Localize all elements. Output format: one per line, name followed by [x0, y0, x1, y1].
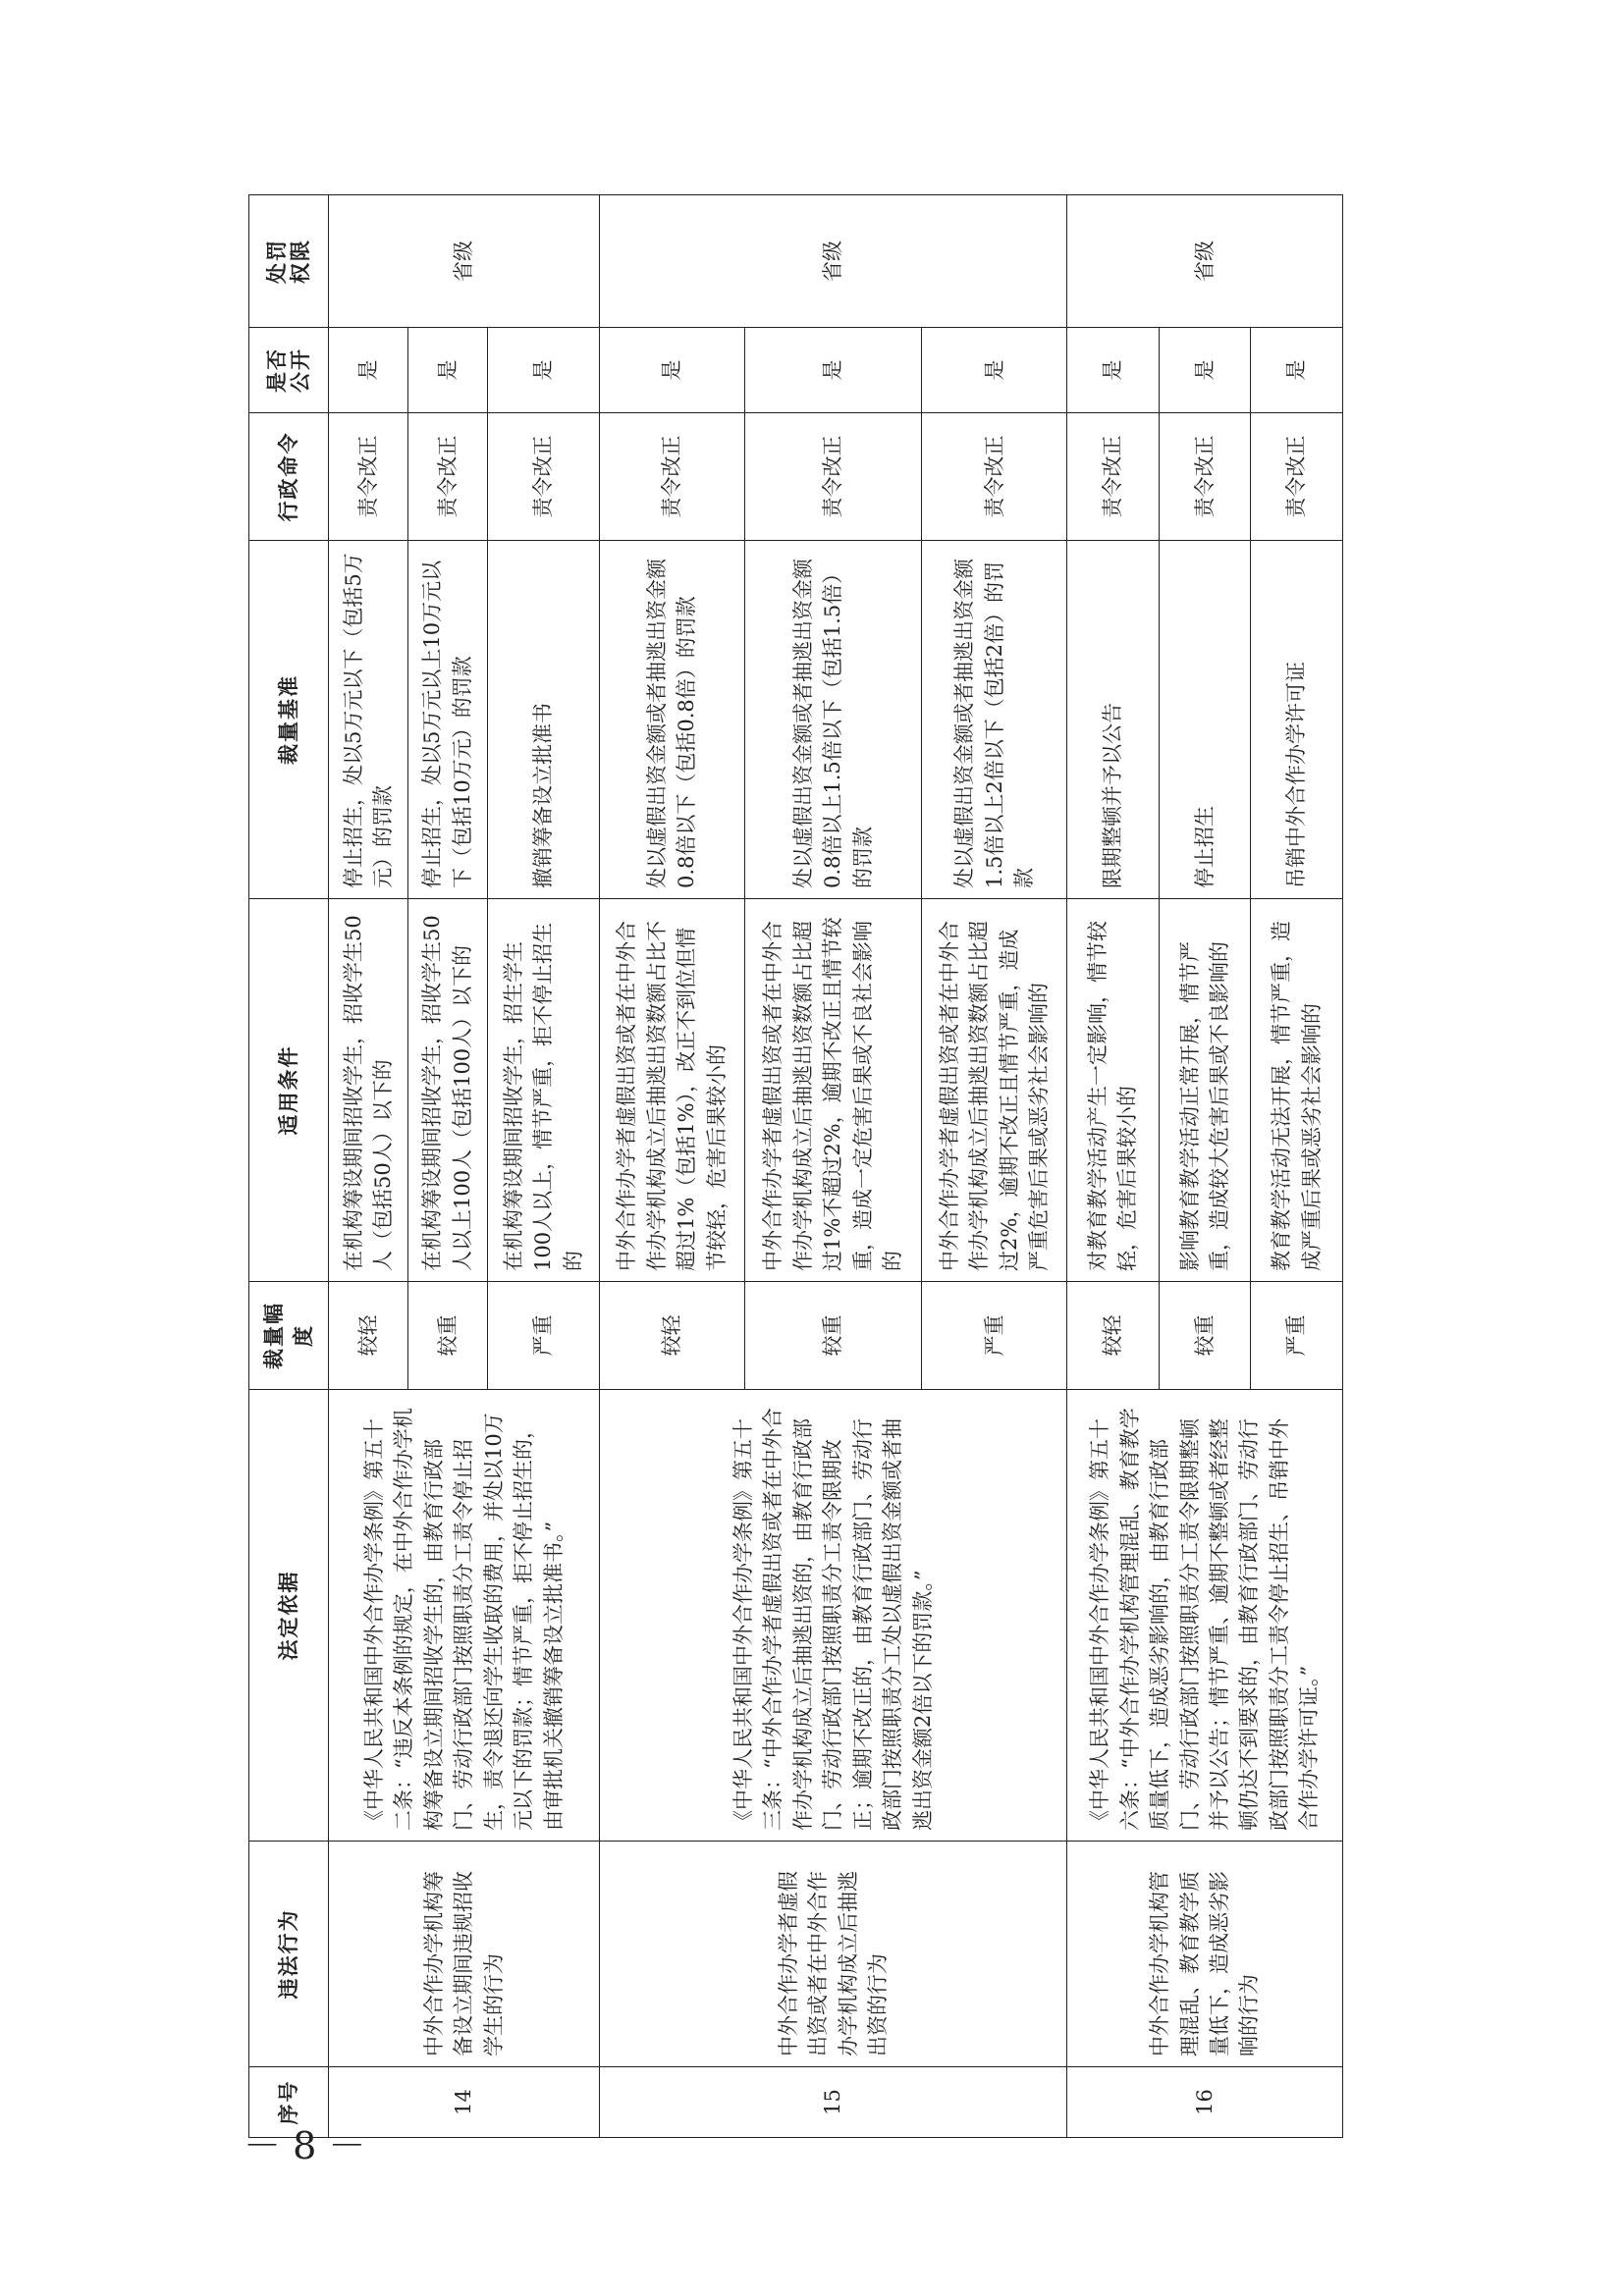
header-public-line2: 公开 [289, 347, 312, 393]
cell-order: 责令改正 [600, 413, 745, 541]
cell-seq: 15 [600, 2067, 1067, 2138]
cell-degree: 较轻 [1067, 1282, 1160, 1390]
cell-degree: 较轻 [600, 1282, 745, 1390]
cell-order: 责令改正 [744, 413, 922, 541]
penalty-discretion-table [248, 194, 1343, 2138]
header-basis: 法定依据 [249, 1390, 329, 1842]
cell-public: 是 [744, 328, 922, 413]
cell-degree: 较重 [1159, 1282, 1251, 1390]
cell-degree: 严重 [487, 1282, 599, 1390]
cell-order: 责令改正 [407, 413, 487, 541]
cell-order: 责令改正 [487, 413, 599, 541]
cell-public: 是 [1251, 328, 1343, 413]
cell-degree: 严重 [922, 1282, 1067, 1390]
table-row [600, 195, 745, 2138]
cell-order: 责令改正 [329, 413, 408, 541]
cell-standard: 停止招生 [1159, 541, 1251, 899]
cell-condition: 中外合作办学者虚假出资或者在中外合作办学机构成立后抽逃出资数额占比超过2%，逾期不改正且情节严重，造成严重危害后果或恶劣社会影响的 [922, 899, 1067, 1282]
cell-public: 是 [487, 328, 599, 413]
cell-order: 责令改正 [922, 413, 1067, 541]
header-authority-line2: 权限 [289, 239, 312, 284]
header-violation: 违法行为 [249, 1842, 329, 2067]
cell-public: 是 [922, 328, 1067, 413]
cell-seq: 14 [329, 2067, 600, 2138]
cell-standard: 吊销中外合作办学许可证 [1251, 541, 1343, 899]
table-header-row [249, 195, 329, 2138]
cell-condition: 对教育教学活动产生一定影响，情节较轻，危害后果较小的 [1067, 899, 1160, 1282]
cell-degree: 较轻 [329, 1282, 408, 1390]
cell-condition: 在机构筹设期间招收学生，招生学生100人以上，情节严重，拒不停止招生的 [487, 899, 599, 1282]
cell-violation: 中外合作办学机构管理混乱、教育教学质量低下，造成恶劣影响的行为 [1067, 1842, 1343, 2067]
cell-authority: 省级 [600, 195, 1067, 328]
cell-order: 责令改正 [1251, 413, 1343, 541]
cell-public: 是 [1067, 328, 1160, 413]
table-row [329, 195, 408, 2138]
header-degree: 裁量幅度 [249, 1282, 329, 1390]
cell-condition: 教育教学活动无法开展，情节严重，造成严重后果或恶劣社会影响的 [1251, 899, 1343, 1282]
cell-public: 是 [600, 328, 745, 413]
header-order: 行政命令 [249, 413, 329, 541]
header-public-line1: 是否 [264, 347, 289, 393]
cell-authority: 省级 [1067, 195, 1343, 328]
header-authority-line1: 处罚 [264, 239, 289, 284]
table-row [1067, 195, 1160, 2138]
cell-basis: 《中华人民共和国中外合作办学条例》第五十六条：“中外合作办学机构管理混乱、教育教学质量低下，造成恶劣影响的，由教育行政部门、劳动行政部门按照职责分工责令限期整顿并予以公告；情节严重、逾期不整顿或者经整顿仍达不到要求的，由教育行政部门、劳动行政部门按照职责分工责令停止招生、吊销中外合作办学许可证。” [1067, 1390, 1343, 1842]
cell-authority: 省级 [329, 195, 600, 328]
cell-degree: 较重 [407, 1282, 487, 1390]
header-seq: 序号 [249, 2067, 329, 2138]
header-authority [249, 195, 329, 328]
cell-degree: 较重 [744, 1282, 922, 1390]
rotated-table-wrapper [248, 195, 1343, 2138]
header-condition: 适用条件 [249, 899, 329, 1282]
cell-standard: 处以虚假出资金额或者抽逃出资金额1.5倍以上2倍以下（包括2倍）的罚款 [922, 541, 1067, 899]
cell-seq: 16 [1067, 2067, 1343, 2138]
header-public [249, 328, 329, 413]
cell-standard: 停止招生，处以5万元以下（包括5万元）的罚款 [329, 541, 408, 899]
cell-violation: 中外合作办学者虚假出资或者在中外合作办学机构成立后抽逃出资的行为 [600, 1842, 1067, 2067]
cell-basis: 《中华人民共和国中外合作办学条例》第五十三条：“中外合作办学者虚假出资或者在中外合作办学机构成立后抽逃出资的，由教育行政部门、劳动行政部门按照职责分工责令限期改正；逾期不改正的，由教育行政部门、劳动行政部门按照职责分工处以虚假出资金额或者抽逃出资金额2倍以下的罚款。” [600, 1390, 1067, 1842]
cell-condition: 中外合作办学者虚假出资或者在中外合作办学机构成立后抽逃出资数额占比不超过1%（包括1%），改正不到位但情节较轻，危害后果较小的 [600, 899, 745, 1282]
cell-standard: 撤销筹备设立批准书 [487, 541, 599, 899]
page-number: － 8 － [244, 2124, 366, 2167]
cell-condition: 在机构筹设期间招收学生，招收学生50人以上100人（包括100人）以下的 [407, 899, 487, 1282]
cell-condition: 中外合作办学者虚假出资或者在中外合作办学机构成立后抽逃出资数额占比超过1%不超过2%，逾期不改正且情节较重，造成一定危害后果或不良社会影响的 [744, 899, 922, 1282]
cell-standard: 处以虚假出资金额或者抽逃出资金额0.8倍以下（包括0.8倍）的罚款 [600, 541, 745, 899]
cell-order: 责令改正 [1067, 413, 1160, 541]
cell-basis: 《中华人民共和国中外合作办学条例》第五十二条：“违反本条例的规定，在中外合作办学机构筹备设立期间招收学生的，由教育行政部门、劳动行政部门按照职责分工责令停止招生，责令退还向学生收取的费用，并处以10万元以下的罚款；情节严重，拒不停止招生的，由审批机关撤销筹备设立批准书。” [329, 1390, 600, 1842]
cell-order: 责令改正 [1159, 413, 1251, 541]
header-standard: 裁量基准 [249, 541, 329, 899]
cell-public: 是 [1159, 328, 1251, 413]
cell-degree: 严重 [1251, 1282, 1343, 1390]
cell-standard: 停止招生，处以5万元以上10万元以下（包括10万元）的罚款 [407, 541, 487, 899]
cell-standard: 限期整顿并予以公告 [1067, 541, 1160, 899]
cell-condition: 在机构筹设期间招收学生，招收学生50人（包括50人）以下的 [329, 899, 408, 1282]
cell-condition: 影响教育教学活动正常开展，情节严重，造成较大危害后果或不良影响的 [1159, 899, 1251, 1282]
cell-public: 是 [329, 328, 408, 413]
cell-violation: 中外合作办学机构筹备设立期间违规招收学生的行为 [329, 1842, 600, 2067]
cell-public: 是 [407, 328, 487, 413]
cell-standard: 处以虚假出资金额或者抽逃出资金额0.8倍以上1.5倍以下（包括1.5倍）的罚款 [744, 541, 922, 899]
